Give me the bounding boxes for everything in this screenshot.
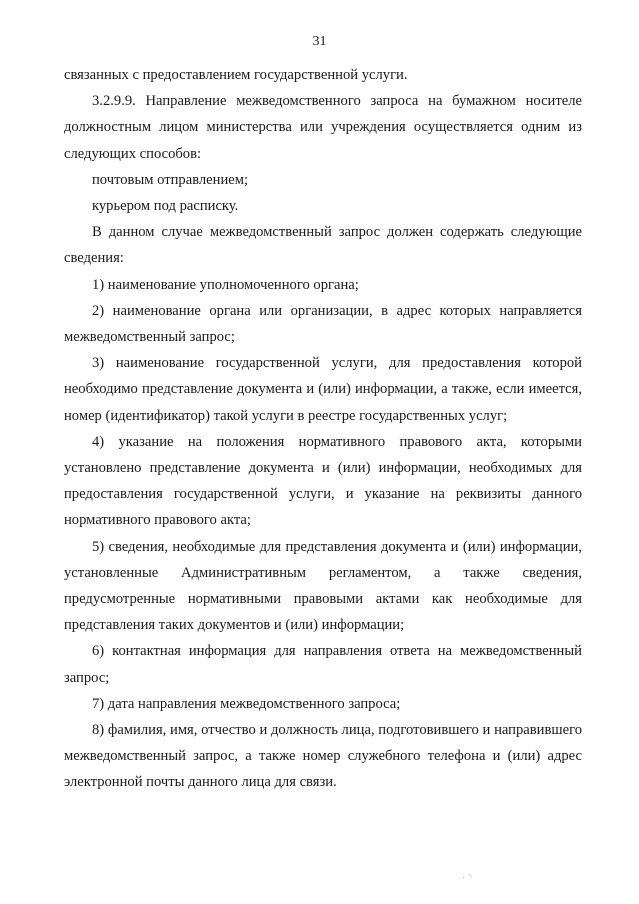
paragraph-method-mail: почтовым отправлением; — [92, 171, 249, 188]
page-number: 31 — [312, 34, 327, 49]
paragraph-method-courier: курьером под расписку. — [92, 198, 239, 215]
list-item-7: 7) дата направления межведомственного запроса; — [92, 695, 401, 712]
list-item-5: 5) сведения, необходимые для представления документа и (или) информации, установленные Административным регламентом, а также сведения, предусмотренные нормативными правовыми актами как необходимые для представления таких документов и (или) информации; — [64, 538, 582, 634]
list-item-4: 4) указание на положения нормативного правового акта, которыми установлено представление документа и (или) информации, необходимых для предоставления государственной услуги, и указание на реквизиты данного нормативного правового акта; — [64, 433, 582, 529]
list-item-6: 6) контактная информация для направления ответа на межведомственный запрос; — [64, 643, 582, 686]
list-item-3: 3) наименование государственной услуги, для предоставления которой необходимо представление документа и (или) информации, а также, если имеется, номер (идентификатор) такой услуги в реестре государственных услуг; — [64, 355, 582, 424]
list-item-8: 8) фамилия, имя, отчество и должность лица, подготовившего и направившего межведомственный запрос, а также номер служебного телефона и (или) адрес электронной почты данного лица для связи. — [64, 722, 582, 791]
list-item-2: 2) наименование органа или организации, в адрес которых направляется межведомственный запрос; — [64, 302, 582, 346]
paragraph-continuation: связанных с предоставлением государственной услуги. — [64, 67, 408, 83]
paragraph-request-contents-intro: В данном случае межведомственный запрос должен содержать следующие сведения: — [64, 224, 582, 267]
document-body — [64, 62, 582, 796]
list-item-1: 1) наименование уполномоченного органа; — [92, 276, 359, 293]
paragraph-3-2-9-9: 3.2.9.9. Направление межведомственного запроса на бумажном носителе должностным лицом министерства или учреждения осуществляется одним из следующих способов: — [64, 93, 582, 162]
scan-speck: · ⸌ — [462, 873, 473, 884]
